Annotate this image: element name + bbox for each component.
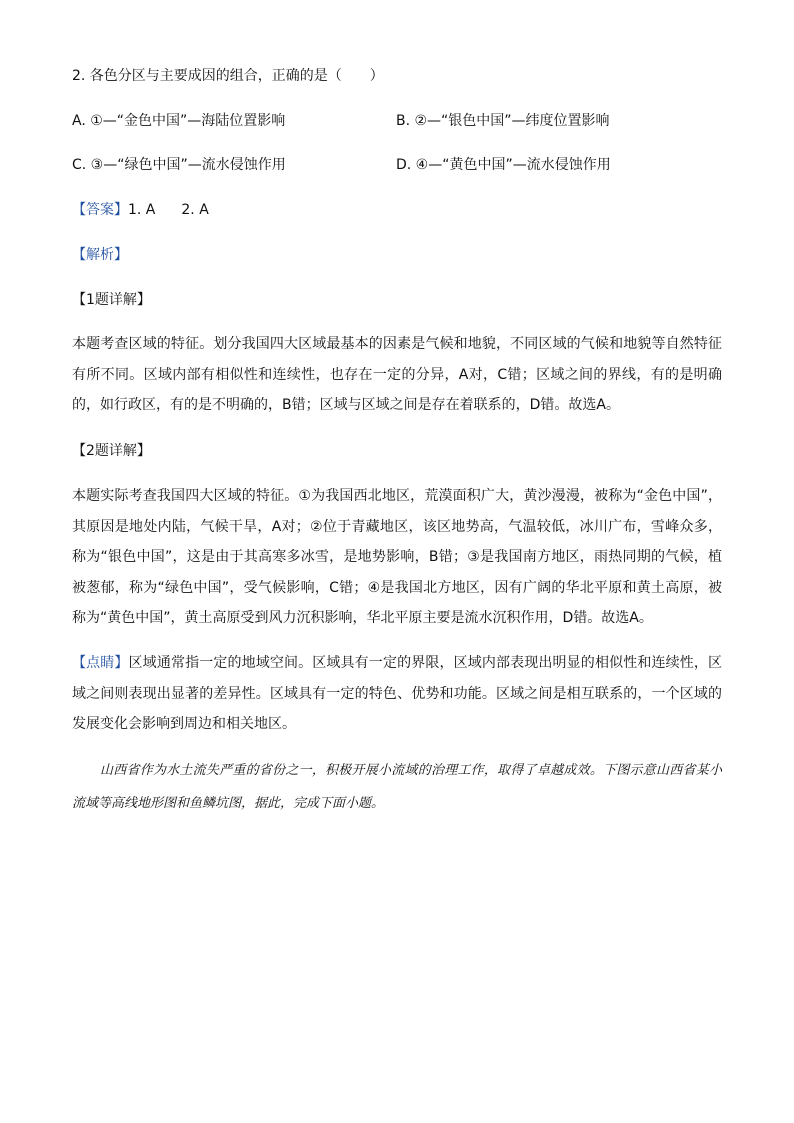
detail-2-label: 【2题详解】 (72, 443, 151, 459)
question-2-stem: 2. 各色分区与主要成因的组合，正确的是（ ） (72, 68, 384, 84)
comment-label: 【点睛】 (72, 655, 129, 671)
comment-block (72, 648, 722, 740)
answer-line (72, 200, 209, 220)
answer-2: 2. A (181, 202, 209, 218)
analysis-label: 【解析】 (72, 247, 128, 263)
detail-2-text: 本题实际考查我国四大区域的特征。①为我国西北地区，荒漠面积广大，黄沙漫漫，被称为“金色中国”，其原因是地处内陆，气候干旱，A对；②位于青藏地区，该区地势高，气温较低，冰川广布，雪峰众多，称为“银色中国”，这是由于其高寒多冰雪，是地势影响，B错；③是我国南方地区，雨热同期的气候，植被葱郁，称为“绿色中国”，受气候影响，C错；④是我国北方地区，因有广阔的华北平原和黄土高原，被称为“黄色中国”，黄土高原受到风力沉积影响，华北平原主要是流水沉积作用，D错。故选A。 (72, 488, 722, 626)
comment-text: 区域通常指一定的地域空间。区域具有一定的界限，区域内部表现出明显的相似性和连续性，区域之间则表现出显著的差异性。区域具有一定的特色、优势和功能。区域之间是相互联系的，一个区域的发展变化会影响到周边和相关地区。 (72, 655, 723, 732)
option-d: D. ④—“黄色中国”—流水侵蚀作用 (396, 157, 611, 173)
option-a: A. ①—“金色中国”—海陆位置影响 (72, 113, 286, 129)
detail-1-text: 本题考查区域的特征。划分我国四大区域最基本的因素是气候和地貌，不同区域的气候和地貌等自然特征有所不同。区域内部有相似性和连续性，也存在一定的分异，A对，C错；区域之间的界线，有的是明确的，如行政区，有的是不明确的，B错；区域与区域之间是存在着联系的，D错。故选A。 (72, 336, 722, 413)
detail-1-label: 【1题详解】 (72, 292, 151, 308)
answer-1: 1. A (128, 202, 156, 218)
option-c: C. ③—“绿色中国”—流水侵蚀作用 (72, 157, 286, 173)
option-b: B. ②—“银色中国”—纬度位置影响 (396, 113, 610, 129)
next-question-intro: 山西省作为水土流失严重的省份之一，积极开展小流域的治理工作，取得了卓越成效。下图示意山西省某小流域等高线地形图和鱼鳞坑图，据此，完成下面小题。 (72, 763, 722, 811)
answer-label: 【答案】 (72, 202, 128, 218)
